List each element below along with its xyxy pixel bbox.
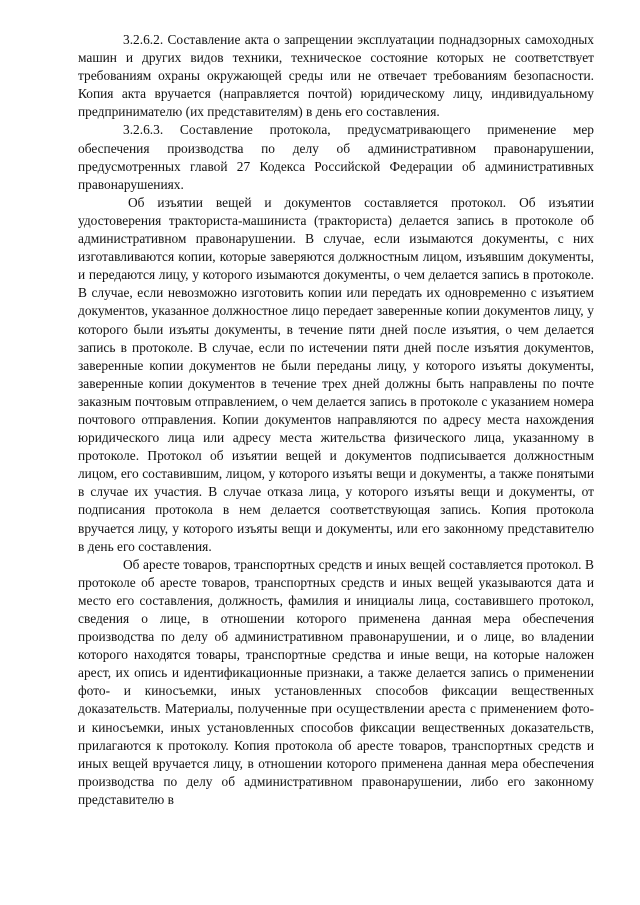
document-page xyxy=(78,31,594,809)
paragraph-seizure-protocol: Об изъятии вещей и документов составляется протокол. Об изъятии удостоверения тракториста-машиниста (тракториста) делается запись в протоколе об административном правонарушении. В случае, если изымаются документы, с них изготавливаются копии, которые заверяются должностным лицом, изъявшим документы, и передаются лицу, у которого изымаются документы, о чем делается запись в протоколе. В случае, если невозможно изготовить копии или передать их одновременно с изъятием документов, указанное должностное лицо передает заверенные копии документов лицу, у которого были изъяты документы, в течение пяти дней после изъятия, о чем делается запись в протоколе. В случае, если по истечении пяти дней после изъятия документов, заверенные копии документов не были переданы лицу, у которого изъяты документы, заверенные копии документов в течение трех дней должны быть направлены по почте заказным почтовым отправлением, о чем делается запись в протоколе с указанием номера почтового отправления. Копии документов направляются по адресу места нахождения юридического лица или адресу места жительства физического лица, указанному в протоколе. Протокол об изъятии вещей и документов подписывается должностным лицом, его составившим, лицом, у которого изъяты вещи и документы, а также понятыми в случае их участия. В случае отказа лица, у которого изъяты вещи и документы, от подписания протокола в нем делается соответствующая запись. Копия протокола вручается лицу, у которого изъяты вещи и документы, или его законному представителю в день его составления. xyxy=(78,194,594,554)
paragraph-arrest-protocol: Об аресте товаров, транспортных средств и иных вещей составляется протокол. В протоколе об аресте товаров, транспортных средств и иных вещей указываются дата и место его составления, должность, фамилия и инициалы лица, составившего протокол, сведения о лице, в отношении которого применена данная мера обеспечения производства по делу об административном правонарушении, и о лице, во владении которого находятся товары, транспортные средства и иные вещи, на которые наложен арест, их опись и идентификационные признаки, а также делается запись о применении фото- и киносъемки, иных установленных способов фиксации вещественных доказательств. Материалы, полученные при осуществлении ареста с применением фото- и киносъемки, иных установленных способов фиксации вещественных доказательств, прилагаются к протоколу. Копия протокола об аресте товаров, транспортных средств и иных вещей вручается лицу, в отношении которого применена данная мера обеспечения производства по делу об административном правонарушении, либо его законному представителю в xyxy=(78,556,594,807)
paragraph-3-2-6-2: 3.2.6.2. Составление акта о запрещении эксплуатации поднадзорных самоходных машин и других видов техники, техническое состояние которых не соответствует требованиям охраны окружающей среды или не отвечает требованиям безопасности. Копия акта вручается (направляется почтой) юридическому лицу, индивидуальному предпринимателю (их представителям) в день его составления. xyxy=(78,32,594,120)
paragraph-3-2-6-3: 3.2.6.3. Составление протокола, предусматривающего применение мер обеспечения производства по делу об административном правонарушении, предусмотренных главой 27 Кодекса Российской Федерации об административных правонарушениях. xyxy=(78,122,594,192)
